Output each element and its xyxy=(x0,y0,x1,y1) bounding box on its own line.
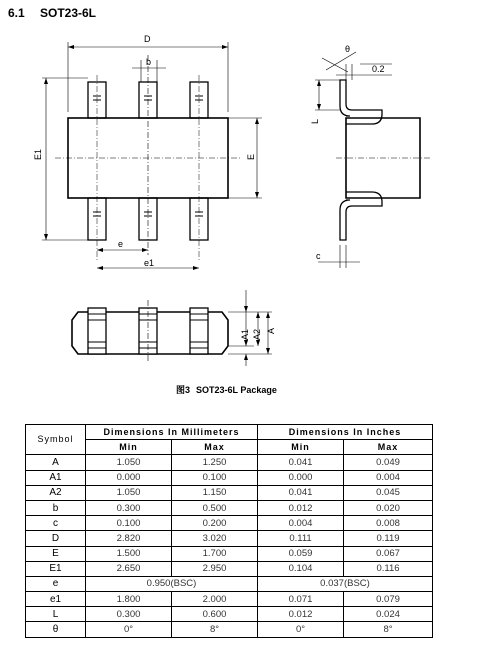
side-view xyxy=(315,52,430,268)
mm-min: 0.000 xyxy=(86,470,172,485)
mm-max: 8° xyxy=(172,622,258,637)
mm-min: 1.800 xyxy=(86,592,172,607)
label-gauge: 0.2 xyxy=(372,64,385,74)
mm-min: 0.100 xyxy=(86,516,172,531)
inch-header: Dimensions In Inches xyxy=(258,425,433,440)
label-e: e xyxy=(118,239,124,249)
mm-max: 0.600 xyxy=(172,607,258,622)
figure-number: 图3 xyxy=(176,385,191,395)
in-min: 0.041 xyxy=(258,455,344,470)
in-max: 0.020 xyxy=(344,500,433,515)
label-D: D xyxy=(144,34,151,44)
label-A1: A1 xyxy=(240,328,250,340)
row-symbol: A xyxy=(26,455,86,470)
symbol-header: Symbol xyxy=(26,425,86,455)
in-max: 0.079 xyxy=(344,592,433,607)
row-symbol: c xyxy=(26,516,86,531)
table-row xyxy=(26,531,433,546)
in-min-header: Min xyxy=(258,440,344,455)
label-E1: E1 xyxy=(33,148,43,160)
table-row xyxy=(26,592,433,607)
section-number: 6.1 xyxy=(8,6,25,20)
in-min: 0.004 xyxy=(258,516,344,531)
mm-max: 2.950 xyxy=(172,561,258,576)
mm-max-header: Max xyxy=(172,440,258,455)
mm-header: Dimensions In Millimeters xyxy=(86,425,258,440)
mm-max: 0.200 xyxy=(172,516,258,531)
mm-max: 1.250 xyxy=(172,455,258,470)
label-b: b xyxy=(146,57,152,67)
dimensions-table xyxy=(25,424,433,638)
mm-max: 1.150 xyxy=(172,485,258,500)
mm-max: 3.020 xyxy=(172,531,258,546)
in-min: 0° xyxy=(258,622,344,637)
in-max-header: Max xyxy=(344,440,433,455)
table-row xyxy=(26,485,433,500)
label-A2: A2 xyxy=(252,328,262,340)
in-max: 0.116 xyxy=(344,561,433,576)
table-row xyxy=(26,470,433,485)
in-min: 0.041 xyxy=(258,485,344,500)
in-max: 0.024 xyxy=(344,607,433,622)
front-view xyxy=(72,290,272,366)
row-symbol: b xyxy=(26,500,86,515)
label-L: L xyxy=(310,118,320,124)
in-max: 8° xyxy=(344,622,433,637)
in-min: 0.059 xyxy=(258,546,344,561)
mm-max: 2.000 xyxy=(172,592,258,607)
label-e1: e1 xyxy=(144,258,155,268)
row-symbol: θ xyxy=(26,622,86,637)
in-max: 0.045 xyxy=(344,485,433,500)
in-min: 0.111 xyxy=(258,531,344,546)
row-symbol: e xyxy=(26,576,86,591)
mm-min: 0.300 xyxy=(86,607,172,622)
in-max: 0.067 xyxy=(344,546,433,561)
in-min: 0.012 xyxy=(258,607,344,622)
table-row xyxy=(26,546,433,561)
row-symbol: E1 xyxy=(26,561,86,576)
in-max: 0.049 xyxy=(344,455,433,470)
label-theta: θ xyxy=(345,44,351,54)
top-view xyxy=(42,42,262,270)
section-title: SOT23-6L xyxy=(40,6,97,20)
table-row xyxy=(26,455,433,470)
label-c: c xyxy=(316,251,321,261)
in-min: 0.071 xyxy=(258,592,344,607)
row-symbol: A2 xyxy=(26,485,86,500)
mm-max: 1.700 xyxy=(172,546,258,561)
mm-max: 0.100 xyxy=(172,470,258,485)
row-symbol: A1 xyxy=(26,470,86,485)
label-A: A xyxy=(266,327,276,334)
row-symbol: E xyxy=(26,546,86,561)
in-min: 0.000 xyxy=(258,470,344,485)
table-row xyxy=(26,516,433,531)
table-row xyxy=(26,576,433,591)
in-bsc: 0.037(BSC) xyxy=(258,576,433,591)
mm-max: 0.500 xyxy=(172,500,258,515)
label-E: E xyxy=(246,153,256,160)
row-symbol: D xyxy=(26,531,86,546)
table-row xyxy=(26,500,433,515)
mm-min: 1.500 xyxy=(86,546,172,561)
mm-min: 1.050 xyxy=(86,485,172,500)
in-min: 0.104 xyxy=(258,561,344,576)
in-max: 0.004 xyxy=(344,470,433,485)
mm-min: 1.050 xyxy=(86,455,172,470)
mm-min: 2.820 xyxy=(86,531,172,546)
mm-min-header: Min xyxy=(86,440,172,455)
mm-min: 2.650 xyxy=(86,561,172,576)
in-min: 0.012 xyxy=(258,500,344,515)
figure-title: SOT23-6L Package xyxy=(196,385,277,395)
figure-caption xyxy=(176,383,277,396)
mm-bsc: 0.950(BSC) xyxy=(86,576,258,591)
row-symbol: e1 xyxy=(26,592,86,607)
table-row xyxy=(26,622,433,637)
mm-min: 0° xyxy=(86,622,172,637)
in-max: 0.119 xyxy=(344,531,433,546)
in-max: 0.008 xyxy=(344,516,433,531)
row-symbol: L xyxy=(26,607,86,622)
table-row xyxy=(26,561,433,576)
mm-min: 0.300 xyxy=(86,500,172,515)
table-row xyxy=(26,607,433,622)
